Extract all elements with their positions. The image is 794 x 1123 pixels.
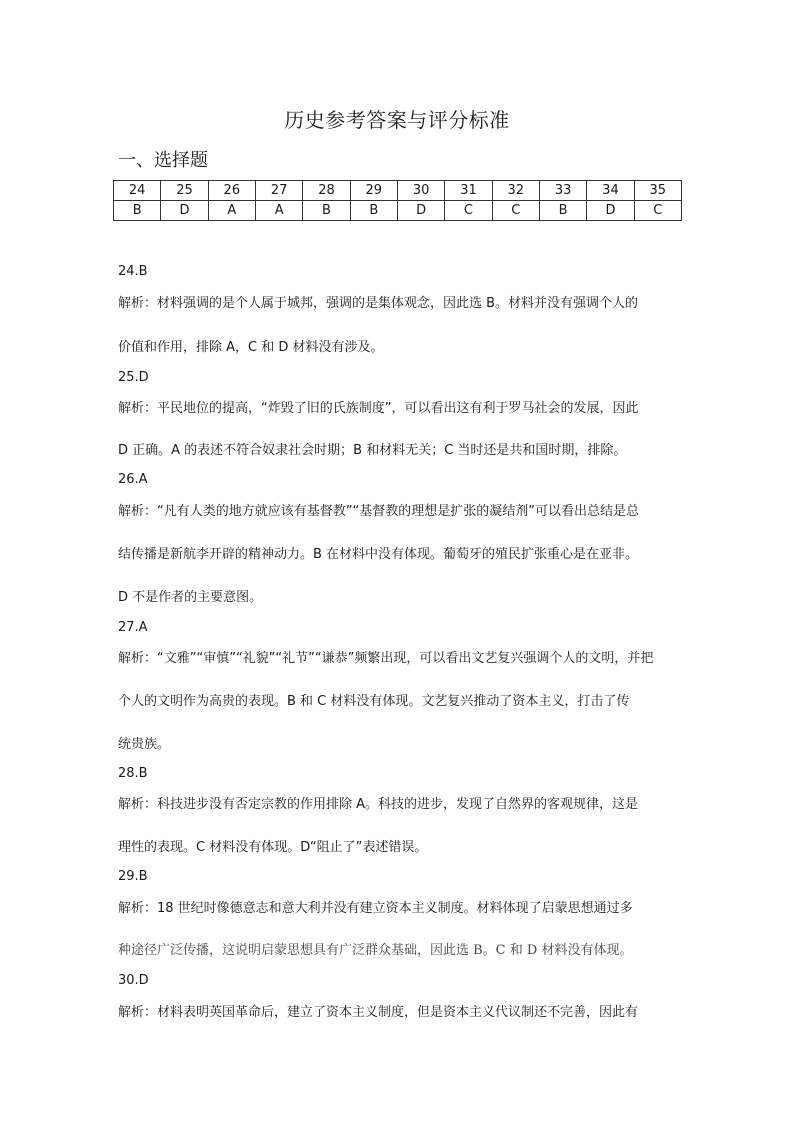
explanation-line: 价值和作用，排除 A，C 和 D 材料没有涉及。 — [118, 340, 384, 355]
answer-heading: 28.B — [118, 766, 148, 781]
answer-cell: D — [397, 201, 444, 221]
answer-cell: A — [255, 201, 302, 221]
answer-cell: C — [634, 201, 681, 221]
question-number-cell: 25 — [161, 181, 208, 201]
answer-cell: B — [350, 201, 397, 221]
answer-heading: 25.D — [118, 370, 149, 385]
answer-cell: C — [445, 201, 492, 221]
question-number-cell: 32 — [492, 181, 539, 201]
answer-heading: 27.A — [118, 620, 148, 635]
question-number-cell: 34 — [587, 181, 634, 201]
explanation-line: 解析：材料表明英国革命后，建立了资本主义制度，但是资本主义代议制还不完善，因此有 — [118, 1005, 639, 1020]
question-number-cell: 27 — [255, 181, 302, 201]
explanation-line: D 正确。A 的表述不符合奴隶社会时期；B 和材料无关；C 当时还是共和国时期，排除。 — [118, 443, 627, 458]
answer-cell: D — [161, 201, 208, 221]
explanation-line: 理性的表现。C 材料没有体现。D“阻止了”表述错误。 — [118, 840, 428, 855]
explanation-line: 解析：科技进步没有否定宗教的作用排除 A。科技的进步，发现了自然界的客观规律，这是 — [118, 797, 639, 812]
answer-row — [114, 201, 682, 221]
explanation-line: 解析：平民地位的提高，“炸毁了旧的氏族制度”，可以看出这有利于罗马社会的发展，因此 — [118, 401, 639, 416]
answer-cell: C — [492, 201, 539, 221]
answer-cell: B — [303, 201, 350, 221]
answer-heading: 24.B — [118, 264, 148, 279]
explanation-line: 统贵族。 — [118, 737, 171, 752]
explanation-line: D 不是作者的主要意图。 — [118, 590, 263, 605]
answer-heading: 26.A — [118, 472, 148, 487]
page-title: 历史参考答案与评分标准 — [284, 108, 510, 132]
question-number-cell: 28 — [303, 181, 350, 201]
answer-cell: D — [587, 201, 634, 221]
answer-cell: B — [539, 201, 586, 221]
explanation-line: 解析：18 世纪时像德意志和意大利并没有建立资本主义制度。材料体现了启蒙思想通过多 — [118, 901, 633, 916]
question-number-row — [114, 181, 682, 201]
explanation-line: 解析：材料强调的是个人属于城邦，强调的是集体观念，因此选 B。材料并没有强调个人的 — [118, 296, 639, 311]
explanation-line: 个人的文明作为高贵的表现。B 和 C 材料没有体现。文艺复兴推动了资本主义，打击了传 — [118, 694, 630, 709]
answer-heading: 30.D — [118, 973, 149, 988]
answer-cell: A — [208, 201, 255, 221]
question-number-cell: 35 — [634, 181, 681, 201]
explanation-line: 解析：“凡有人类的地方就应该有基督教”“基督教的理想是扩张的凝结剂”可以看出总结是总 — [118, 504, 639, 519]
question-number-cell: 30 — [397, 181, 444, 201]
question-number-cell: 26 — [208, 181, 255, 201]
answer-heading: 29.B — [118, 869, 148, 884]
question-number-cell: 31 — [445, 181, 492, 201]
section-title: 一、选择题 — [118, 150, 208, 171]
explanation-line: 解析：“文雅”“审慎”“礼貌”“礼节”“谦恭”频繁出现，可以看出文艺复兴强调个人的文明，并把 — [118, 651, 654, 666]
question-number-cell: 24 — [114, 181, 161, 201]
question-number-cell: 29 — [350, 181, 397, 201]
question-number-cell: 33 — [539, 181, 586, 201]
explanation-line: 结传播是新航李开辟的精神动力。B 在材料中没有体现。葡萄牙的殖民扩张重心是在亚非。 — [118, 547, 639, 562]
answer-table — [113, 180, 682, 221]
answer-cell: B — [114, 201, 161, 221]
explanation-line: 种途径广泛传播，这说明启蒙思想具有广泛群众基础，因此选 B。C 和 D 材料没有体现。 — [118, 943, 633, 958]
